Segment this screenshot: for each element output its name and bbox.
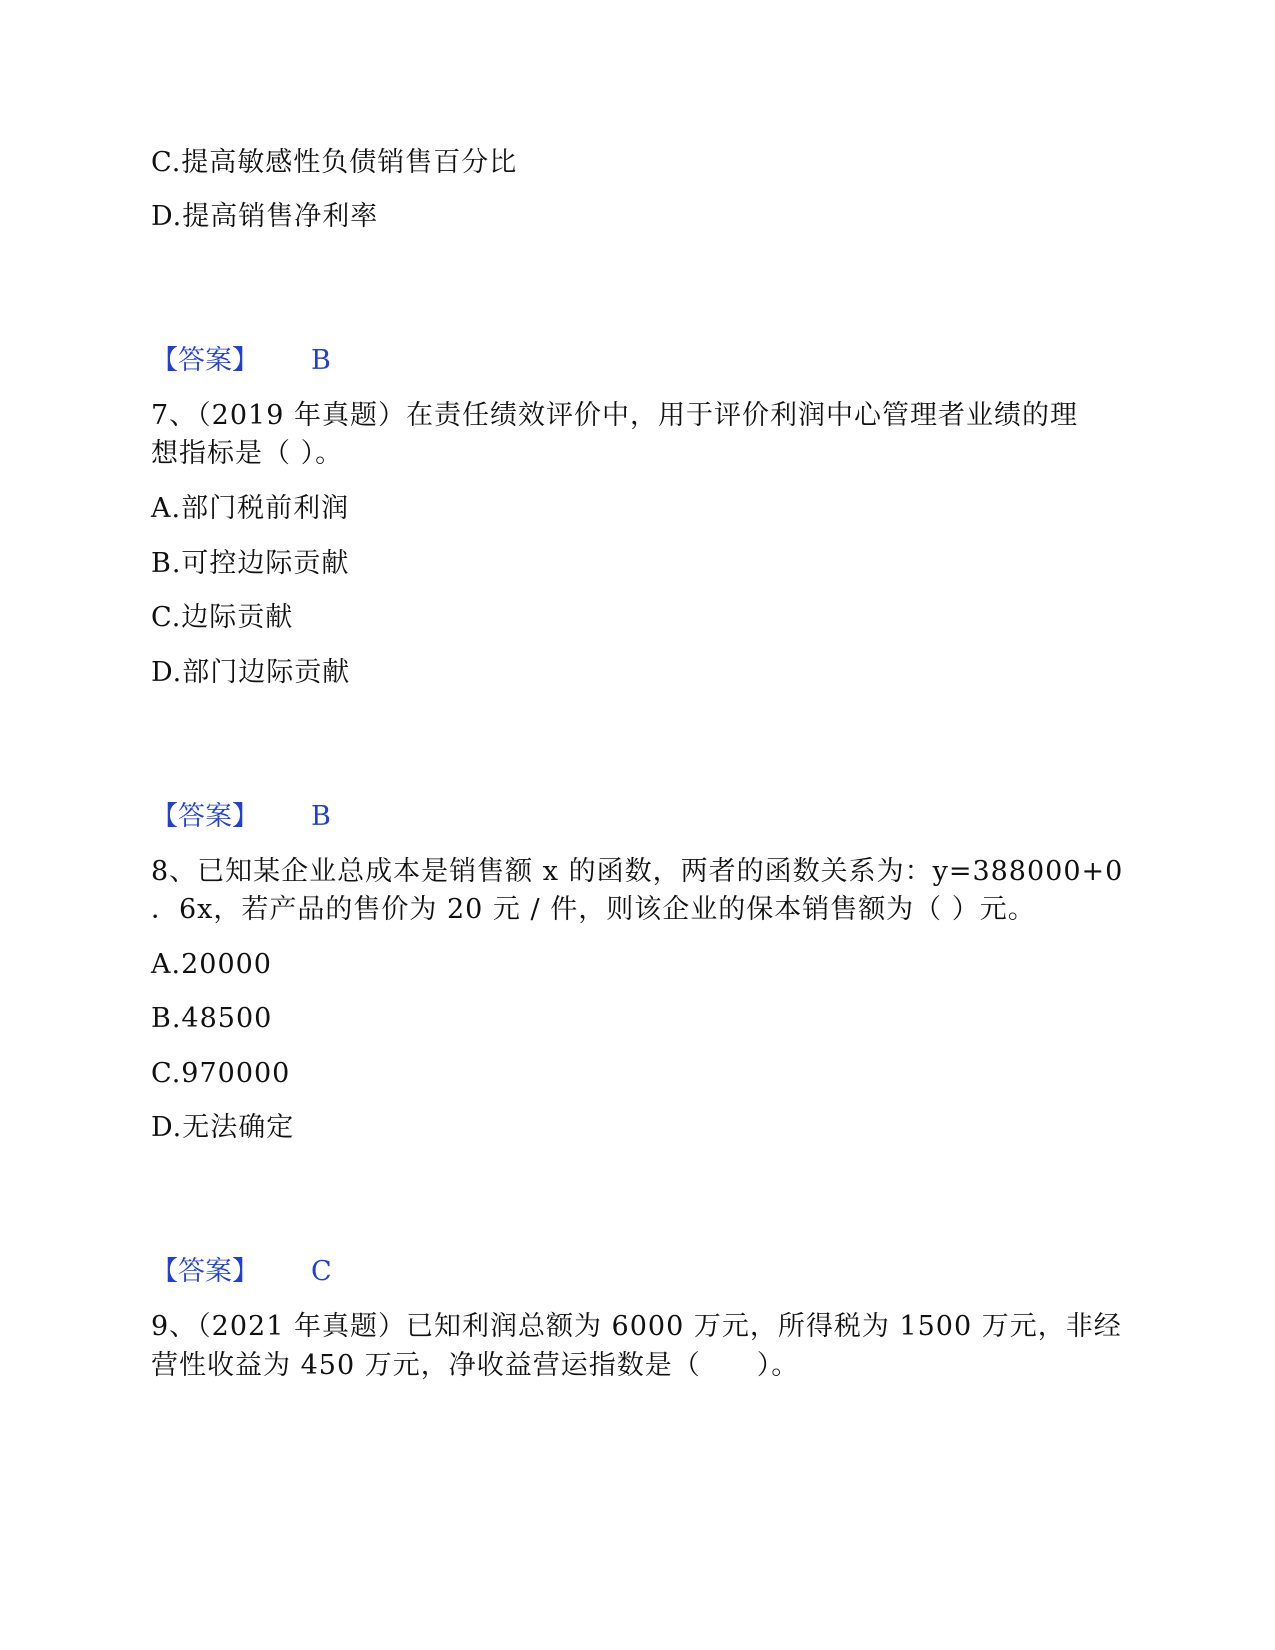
option-b: B.48500	[151, 1003, 273, 1034]
answer-label: 【答案】	[151, 801, 259, 832]
answer-value: B	[311, 345, 331, 376]
option-a: A.20000	[151, 949, 272, 980]
option-a: A.部门税前利润	[151, 493, 350, 524]
option-d: D.部门边际贡献	[151, 657, 351, 688]
option-c: C.边际贡献	[151, 602, 294, 633]
question-stem-line: 7、（2019 年真题）在责任绩效评价中，用于评价利润中心管理者业绩的理	[151, 400, 1078, 431]
question-stem-line: 8、已知某企业总成本是销售额 x 的函数，两者的函数关系为：y=388000+0	[151, 856, 1124, 887]
question-stem-line: 营性收益为 450 万元，净收益营运指数是（ ）。	[151, 1350, 800, 1381]
option-b: B.可控边际贡献	[151, 548, 350, 579]
answer-label: 【答案】	[151, 345, 259, 376]
answer-value: B	[311, 801, 331, 832]
answer-label: 【答案】	[151, 1256, 259, 1287]
option-c: C.970000	[151, 1058, 291, 1089]
option-d: D.提高销售净利率	[151, 201, 379, 232]
answer-row	[151, 341, 331, 381]
question-stem-line: ．6x，若产品的售价为 20 元 / 件，则该企业的保本销售额为（ ）元。	[151, 894, 1036, 925]
question-stem-line: 9、（2021 年真题）已知利润总额为 6000 万元，所得税为 1500 万元，非经	[151, 1311, 1122, 1342]
question-stem-line: 想指标是（ ）。	[151, 438, 344, 469]
answer-row	[151, 1252, 332, 1292]
answer-row	[151, 797, 331, 837]
option-c: C.提高敏感性负债销售百分比	[151, 147, 518, 178]
answer-value: C	[311, 1256, 332, 1287]
option-d: D.无法确定	[151, 1112, 295, 1143]
